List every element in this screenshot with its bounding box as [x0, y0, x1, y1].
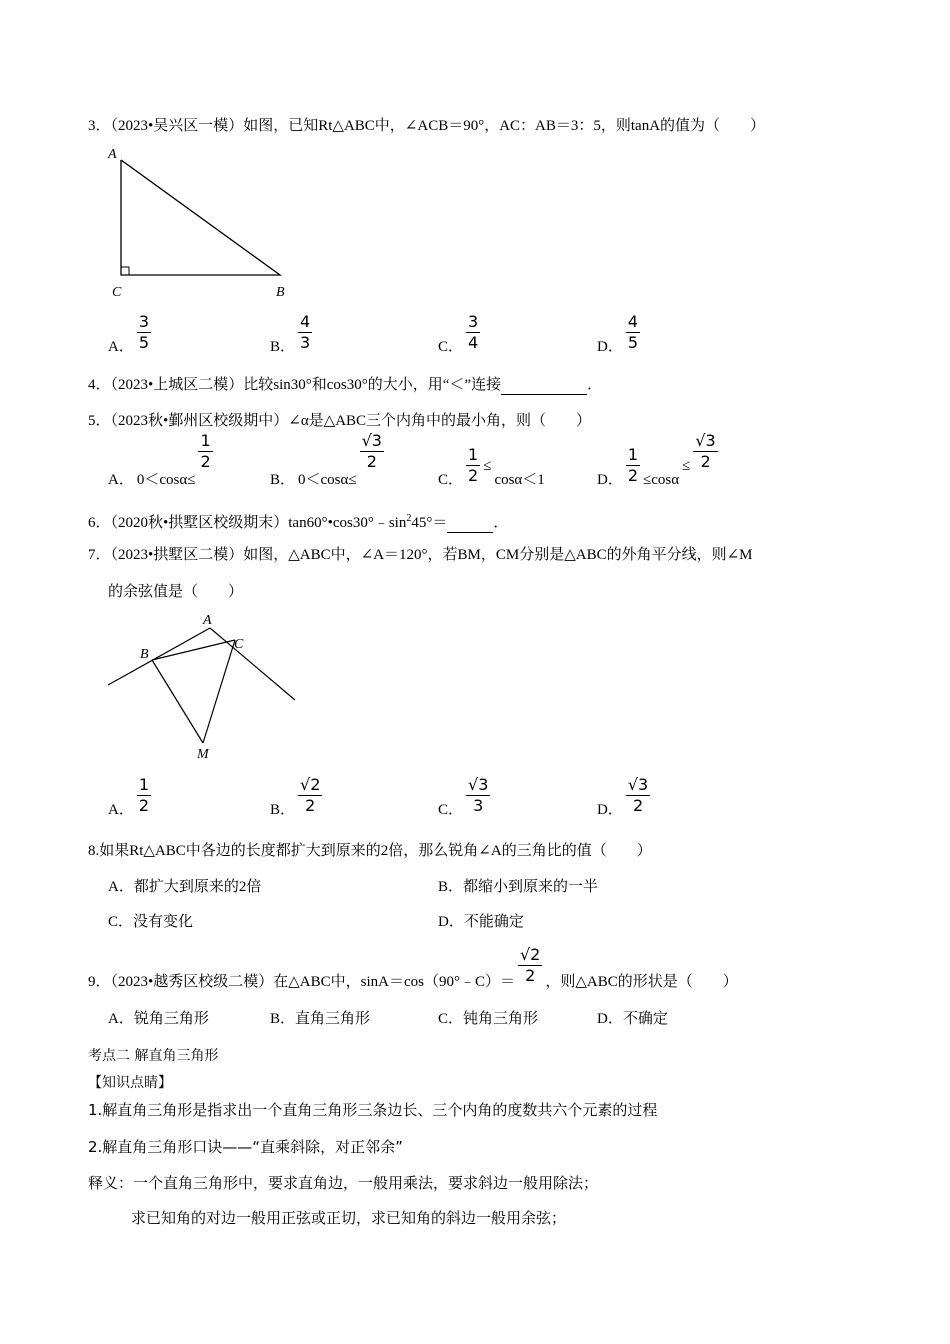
knowledge-line-1: 1.解直角三角形是指求出一个直角三角形三条边长、三个内角的度数共六个元素的过程	[88, 1101, 658, 1119]
label-a: A	[108, 147, 117, 162]
knowledge-line-3: 释义：一个直角三角形中，要求直角边，一般用乘法，要求斜边一般用除法；	[88, 1174, 599, 1192]
question-8-text: 8.如果Rt△ABC中各边的长度都扩大到原来的2倍，那么锐角∠A的三角比的值（ ）	[88, 843, 652, 859]
triangle-bisector-figure	[100, 608, 305, 768]
q7-option-b[interactable]: B． $\frac{√2}{2}$	[270, 775, 321, 818]
q8-option-c[interactable]: C．没有变化	[108, 914, 194, 930]
q9-option-d[interactable]: D．不确定	[597, 1011, 668, 1027]
q3-option-b[interactable]: B． $\frac{4}{3}$	[270, 312, 311, 355]
q5-option-b[interactable]: B． 0＜cosα≤ $\frac{√3}{2}$	[270, 431, 382, 488]
label-c: C	[234, 637, 244, 652]
q5-option-d[interactable]: D． $\frac{1}{2}$ ≤cosα ≤ $\frac{√3}{2}$	[597, 431, 716, 488]
question-9-text: 9．（2023•越秀区校级二模）在△ABC中，sinA＝cos（90°﹣C）＝ $\frac{√2}{2}$ ，则△ABC的形状是（ ）	[88, 945, 738, 990]
right-triangle-figure	[100, 140, 300, 305]
label-c: C	[112, 285, 122, 300]
question-3-text: 3．（2023•吴兴区一模）如图，已知Rt△ABC中，∠ACB＝90°，AC：AB＝3：5，则tanA的值为（ ）	[88, 118, 766, 134]
label-b: B	[140, 647, 149, 662]
q9-option-a[interactable]: A．锐角三角形	[108, 1011, 209, 1027]
q9-option-b[interactable]: B．直角三角形	[270, 1011, 371, 1027]
answer-blank[interactable]	[501, 378, 587, 395]
question-6-text: 6．（2020秋•拱墅区校级期末）$\tan 60^\circ•\cos 30^\circ﹣\sin^245^\circ=$ ．	[88, 513, 509, 531]
q7-option-c[interactable]: C． $\frac{√3}{3}$	[438, 775, 489, 818]
knowledge-line-2: 2.解直角三角形口诀——“直乘斜除，对正邻余”	[88, 1138, 403, 1156]
q8-option-d[interactable]: D．不能确定	[438, 914, 524, 930]
q9-fraction: $\frac{√2}{2}$	[519, 945, 541, 985]
q9-option-c[interactable]: C．钝角三角形	[438, 1011, 539, 1027]
answer-blank[interactable]	[447, 516, 493, 533]
q5-option-c[interactable]: C． $\frac{1}{2}$ ≤ cosα＜1	[438, 445, 545, 488]
label-a: A	[203, 613, 212, 628]
q3-option-a[interactable]: A． $\frac{3}{5}$	[108, 312, 150, 355]
knowledge-line-4: 求已知角的对边一般用正弦或正切，求已知角的斜边一般用余弦；	[131, 1209, 567, 1227]
question-4-text: 4．（2023•上城区二模）比较sin30°和cos30°的大小，用“＜”连接 ．	[88, 377, 603, 393]
q3-option-d[interactable]: D． $\frac{4}{5}$	[597, 312, 639, 355]
q7-option-d[interactable]: D． $\frac{√3}{2}$	[597, 775, 649, 818]
label-m: M	[197, 747, 209, 762]
q8-option-b[interactable]: B．都缩小到原来的一半	[438, 879, 599, 895]
q7-option-a[interactable]: A． $\frac{1}{2}$	[108, 775, 150, 818]
q3-option-c[interactable]: C． $\frac{3}{4}$	[438, 312, 479, 355]
label-b: B	[276, 285, 285, 300]
question-5-text: 5．（2023秋•鄞州区校级期中）∠α是△ABC三个内角中的最小角，则（ ）	[88, 413, 592, 429]
section-title: 考点二 解直角三角形	[88, 1048, 219, 1064]
question-7-text-cont: 的余弦值是（ ）	[108, 584, 244, 600]
question-7-text: 7．（2023•拱墅区二模）如图，△ABC中，∠A＝120°，若BM，CM分别是△ABC的外角平分线，则∠M	[88, 547, 753, 563]
q8-option-a[interactable]: A．都扩大到原来的2倍	[108, 879, 262, 895]
section-subtitle: 【知识点睛】	[88, 1075, 172, 1091]
q5-option-a[interactable]: A． 0＜cosα≤ $\frac{1}{2}$	[108, 431, 211, 488]
